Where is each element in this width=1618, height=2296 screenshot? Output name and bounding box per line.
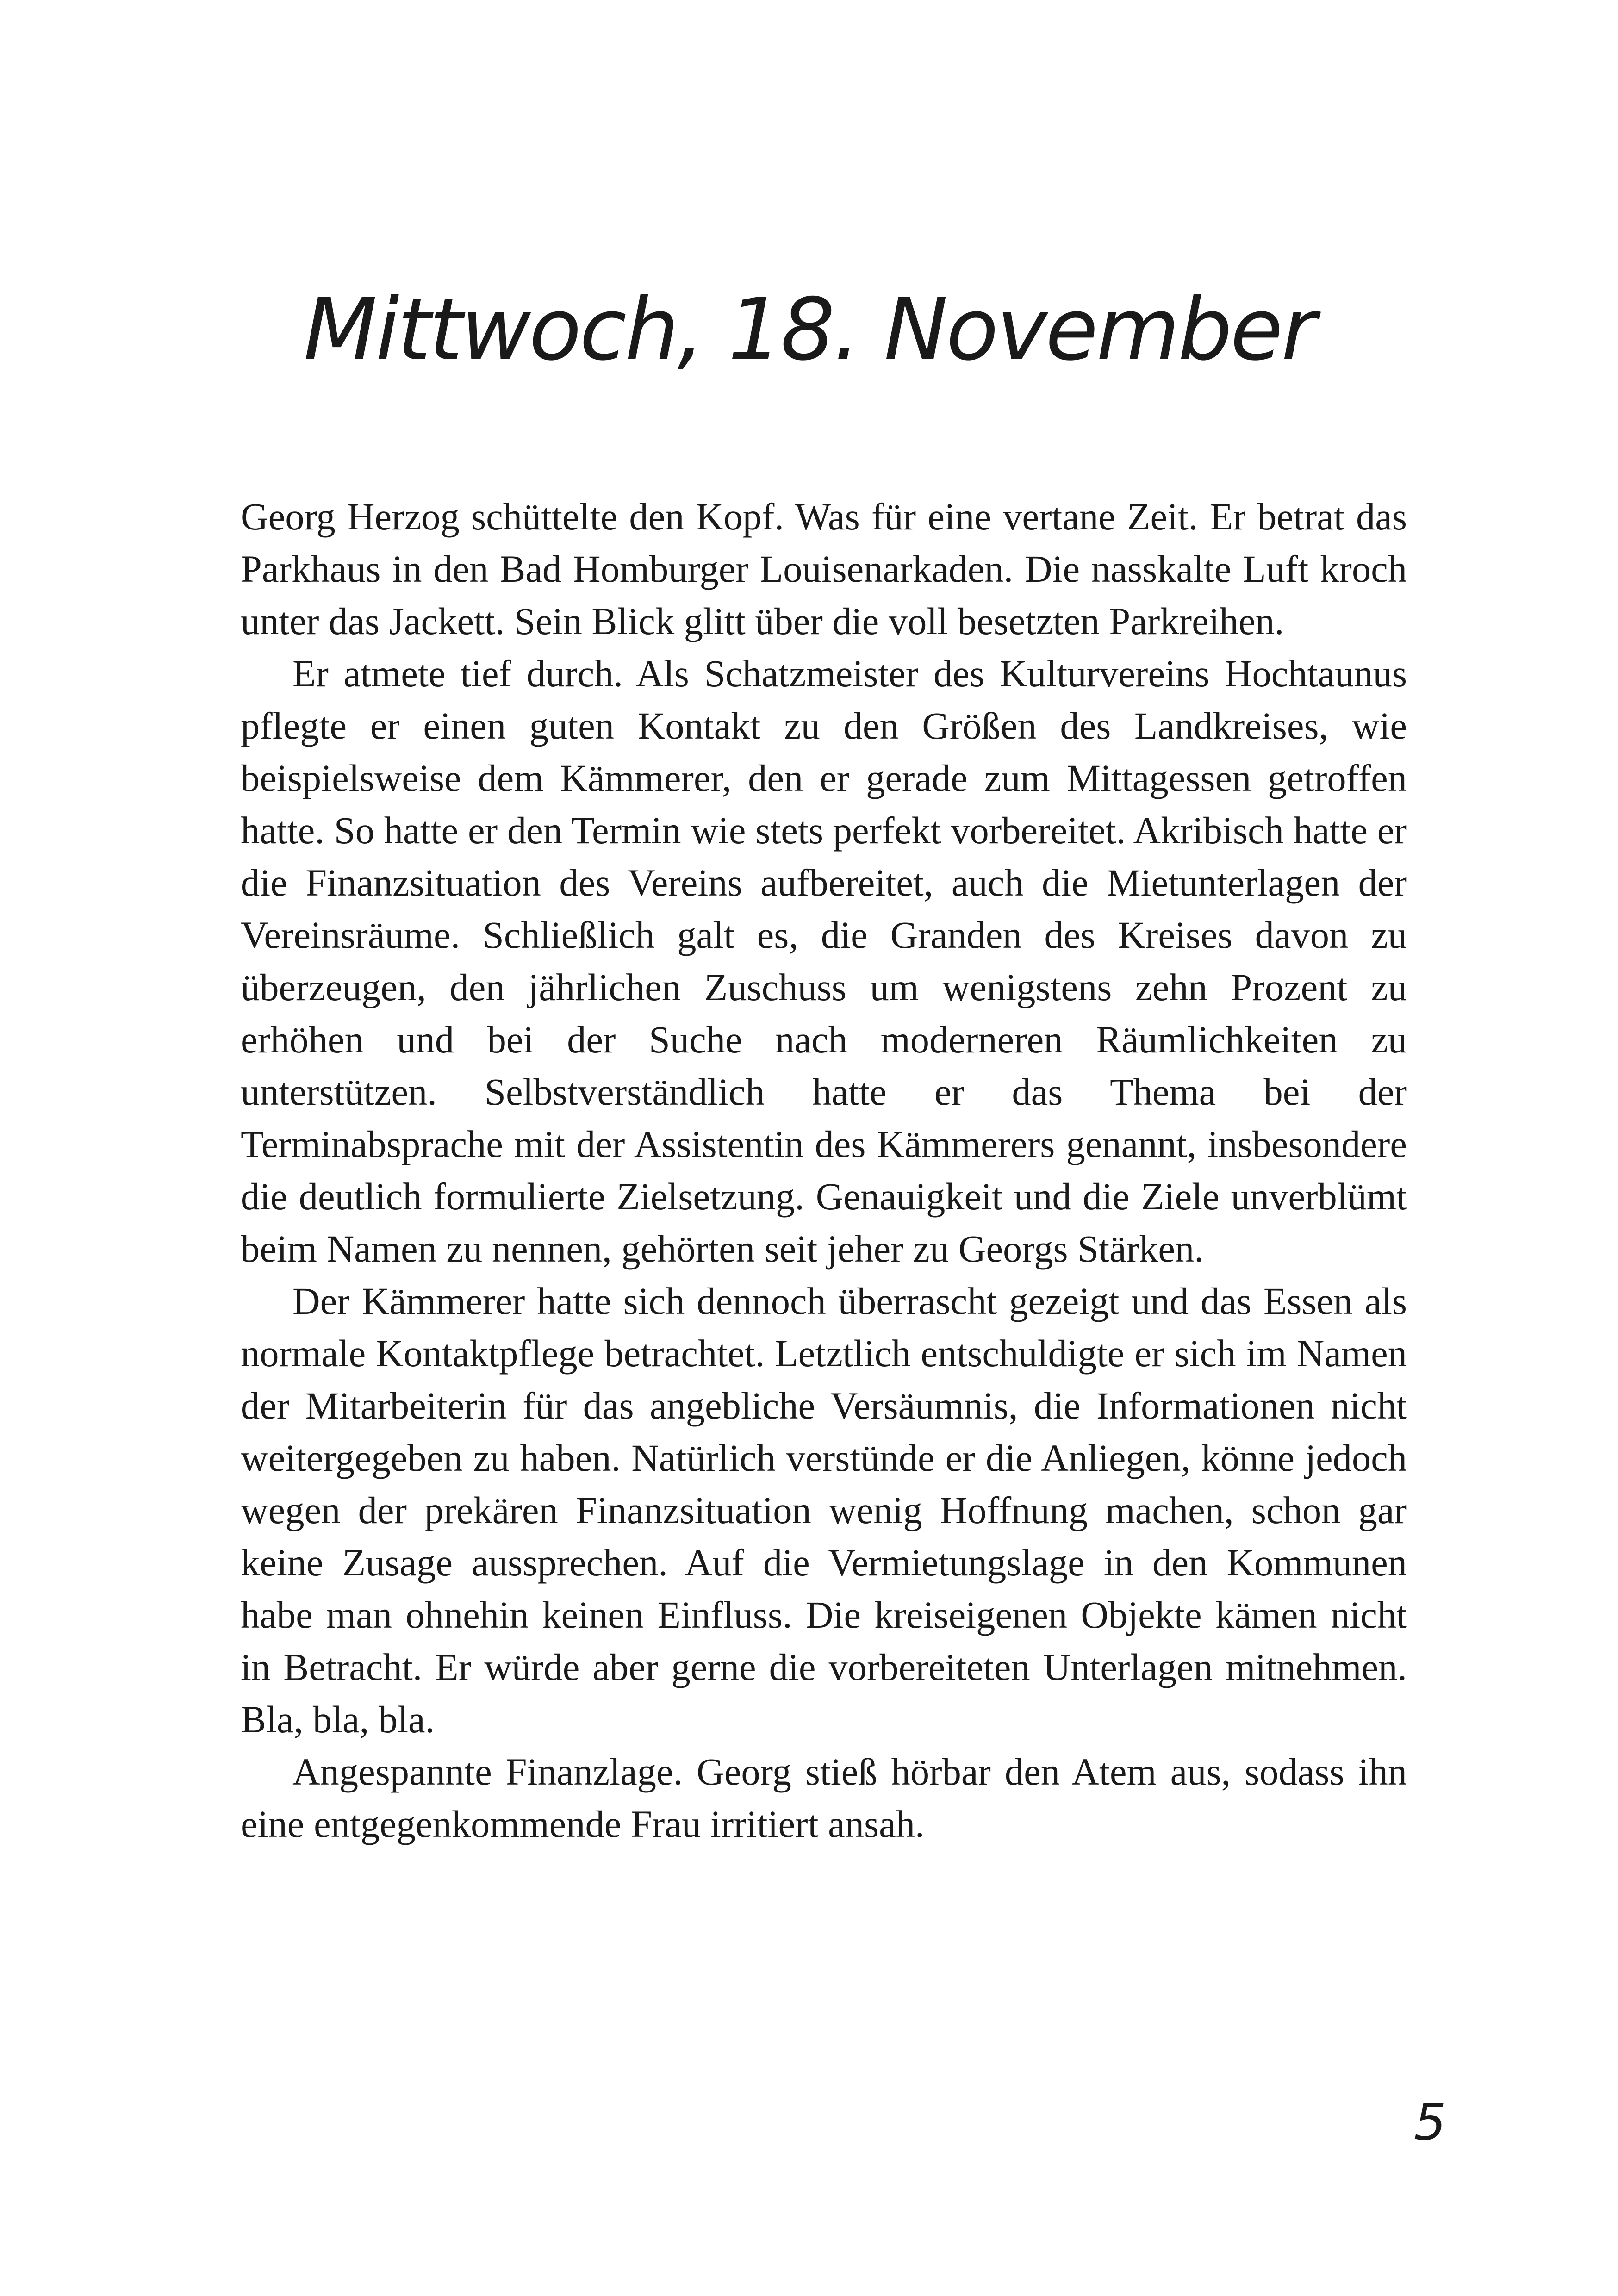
body-text: [241, 491, 1407, 1850]
paragraph: Er atmete tief durch. Als Schatzmeister des Kulturvereins Hochtaunus pflegte er einen guten Kontakt zu den Größen des Landkreises, wie beispielsweise dem Kämmerer, den er gerade zum Mittagessen getroffen hatte. So hatte er den Termin wie stets perfekt vorbereitet. Akribisch hatte er die Finanzsituation des Vereins aufbereitet, auch die Mietunterlagen der Vereinsräume. Schließlich galt es, die Granden des Kreises davon zu überzeugen, den jährlichen Zuschuss um wenigstens zehn Prozent zu erhöhen und bei der Suche nach moderneren Räumlichkeiten zu unterstützen. Selbstverständlich hatte er das Thema bei der Terminabsprache mit der Assistentin des Kämmerers genannt, insbesondere die deutlich formulierte Zielsetzung. Genauigkeit und die Ziele unverblümt beim Namen zu nennen, gehörten seit jeher zu Georgs Stärken.: [241, 652, 1407, 1270]
paragraph: Angespannte Finanzlage. Georg stieß hörbar den Atem aus, sodass ihn eine entgegenkommende Frau irritiert ansah.: [241, 1750, 1407, 1845]
paragraph: Der Kämmerer hatte sich dennoch überrascht gezeigt und das Essen als normale Kontaktpflege betrachtet. Letztlich entschuldigte er sich im Namen der Mitarbeiterin für das angebliche Versäumnis, die Informationen nicht weitergegeben zu haben. Natürlich verstünde er die Anliegen, könne jedoch wegen der prekären Finanzsituation wenig Hoffnung machen, schon gar keine Zusage aussprechen. Auf die Vermietungslage in den Kommunen habe man ohnehin keinen Einfluss. Die kreiseigenen Objekte kämen nicht in Betracht. Er würde aber gerne die vorbereiteten Unterlagen mitnehmen. Bla, bla, bla.: [241, 1280, 1407, 1741]
paragraph: Georg Herzog schüttelte den Kopf. Was für eine vertane Zeit. Er betrat das Parkhaus in den Bad Homburger Louisenarkaden. Die nasskalte Luft kroch unter das Jackett. Sein Blick glitt über die voll besetzten Parkreihen.: [241, 495, 1407, 642]
chapter-title: Mittwoch, 18. November: [303, 280, 1315, 380]
page-number: 5: [1414, 2092, 1446, 2152]
